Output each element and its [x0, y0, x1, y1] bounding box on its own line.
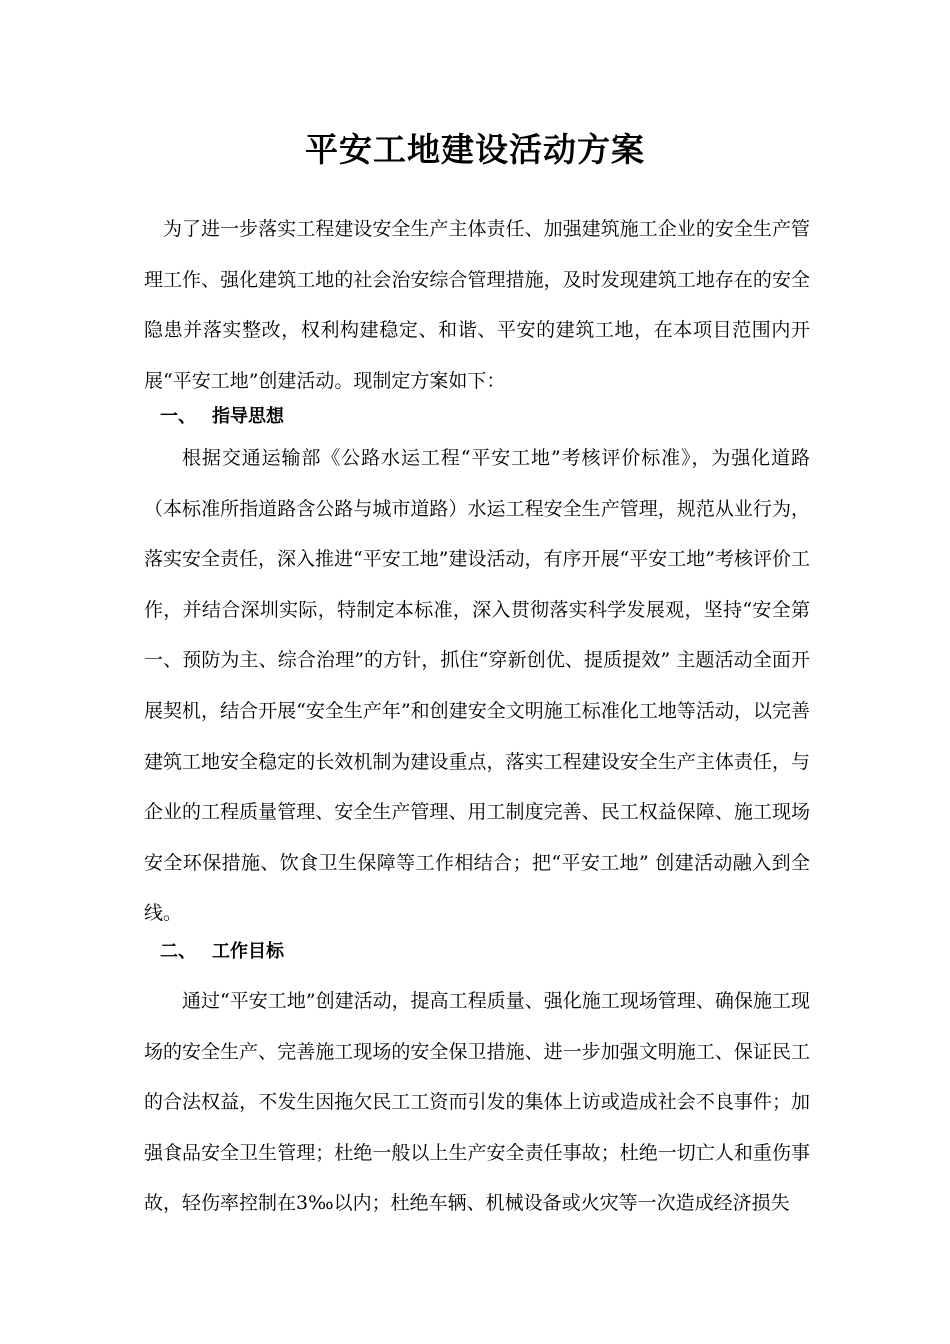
section-heading-1 [160, 402, 284, 432]
section-2-paragraph: 通过“平安工地”创建活动，提高工程质量、强化施工现场管理、确保施工现场的安全生产、完善施工现场的安全保卫措施、进一步加强文明施工、保证民工的合法权益，不发生因拖欠民工工资而引发的集体上访或造成社会不良事件；加强食品安全卫生管理；杜绝一般以上生产安全责任事故；杜绝一切亡人和重伤事故，轻伤率控制在3‰以内；杜绝车辆、机械设备或火灾等一次造成经济损失 [144, 990, 810, 1215]
section-1-paragraph: 根据交通运输部《公路水运工程“平安工地”考核评价标准》，为强化道路（本标准所指道路含公路与城市道路）水运工程安全生产管理，规范从业行为，落实安全责任，深入推进“平安工地”建设活动，有序开展“平安工地”考核评价工作，并结合深圳实际，特制定本标准，深入贯彻落实科学发展观，坚持“安全第一、预防为主、综合治理”的方针，抓住“穿新创优、提质提效” 主题活动全面开展契机，结合开展“安全生产年”和创建安全文明施工标准化工地等活动，以完善建筑工地安全稳定的长效机制为建设重点，落实工程建设安全生产主体责任，与企业的工程质量管理、安全生产管理、用工制度完善、民工权益保障、施工现场安全环保措施、饮食卫生保障等工作相结合；把“平安工地” 创建活动融入到全线。 [144, 447, 810, 925]
section-number-1: 一、 [160, 406, 196, 427]
section-title-2: 工作目标 [212, 941, 284, 962]
document-title: 平安工地建设活动方案 [305, 130, 645, 169]
section-title-1: 指导思想 [212, 406, 284, 427]
intro-paragraph: 为了进一步落实工程建设安全生产主体责任、加强建筑施工企业的安全生产管理工作、强化建筑工地的社会治安综合管理措施，及时发现建筑工地存在的安全隐患并落实整改，权利构建稳定、和谐、平安的建筑工地，在本项目范围内开展“平安工地”创建活动。现制定方案如下： [144, 218, 810, 392]
section-number-2: 二、 [160, 941, 196, 962]
section-heading-2 [160, 937, 284, 967]
